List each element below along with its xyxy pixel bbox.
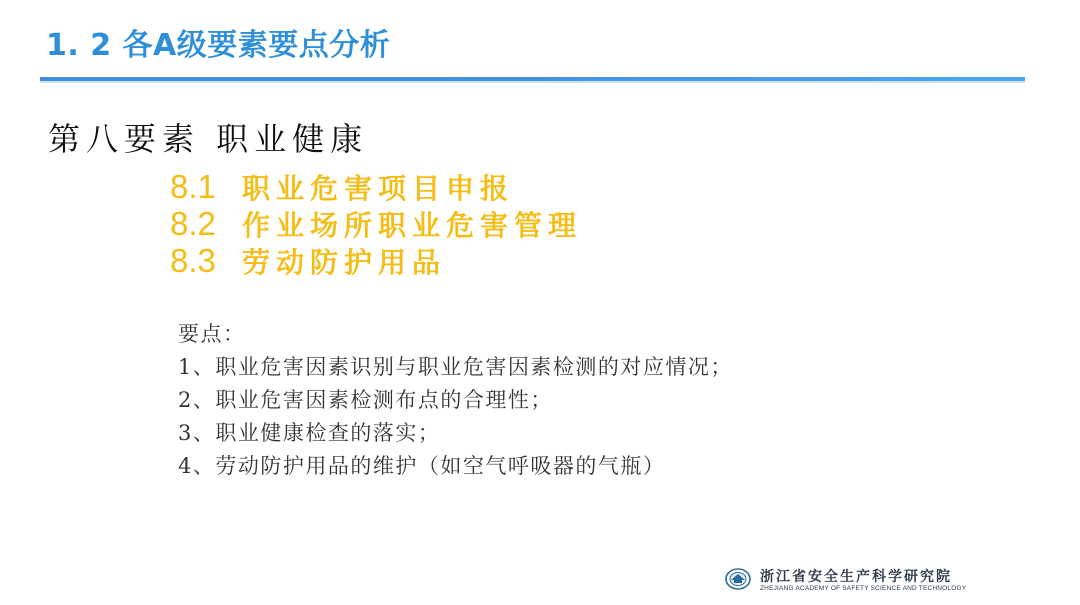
subitem-text: 作业场所职业危害管理 xyxy=(242,209,583,242)
subitem-text: 职业危害项目申报 xyxy=(242,172,515,205)
key-point-item: 4、劳动防护用品的维护（如空气呼吸器的气瓶） xyxy=(178,454,666,478)
key-point-item: 2、职业危害因素检测布点的合理性； xyxy=(178,388,553,412)
section-heading: 第八要素 职业健康 xyxy=(48,120,369,158)
subitem-number: 8.2 xyxy=(170,205,216,242)
subitem-number: 8.3 xyxy=(170,242,216,279)
subitem-8-3 xyxy=(170,242,582,279)
key-point-item: 3、职业健康检查的落实； xyxy=(178,421,441,445)
org-name-en: ZHEJIANG ACADEMY OF SAFETY SCIENCE AND TECHNOLOGY xyxy=(760,585,967,592)
slide-title: 1. 2 各A级要素要点分析 xyxy=(46,28,391,63)
key-points xyxy=(178,318,733,483)
key-points-heading: 要点： xyxy=(178,322,246,346)
subitem-8-2 xyxy=(170,205,582,242)
key-point-item: 1、职业危害因素识别与职业危害因素检测的对应情况； xyxy=(178,355,733,379)
academy-emblem-icon xyxy=(725,568,751,590)
title-divider-shadow xyxy=(40,81,1025,83)
subitem-number: 8.1 xyxy=(170,168,216,205)
subitem-list xyxy=(170,168,582,279)
org-name-cn: 浙江省安全生产科学研究院 xyxy=(760,569,952,585)
subitem-8-1 xyxy=(170,168,582,205)
subitem-text: 劳动防护用品 xyxy=(242,246,447,279)
